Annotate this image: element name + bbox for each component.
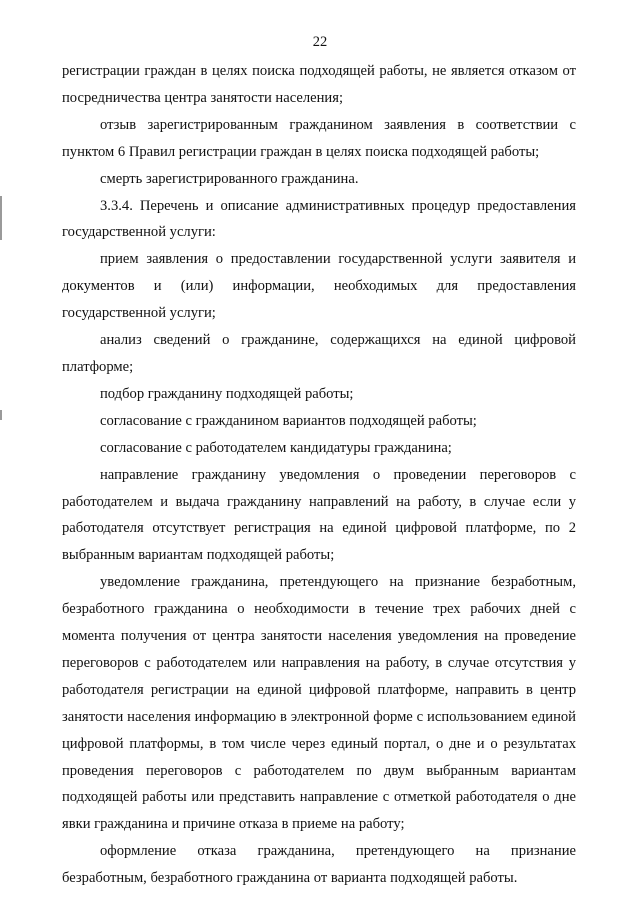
- paragraph-job-selection: подбор гражданину подходящей работы;: [100, 385, 354, 402]
- paragraph-refusal-registration: оформление отказа гражданина, претендующего на признание безработным, безработного гражданина от варианта подходящей работы.: [62, 843, 576, 887]
- scan-edge-mark-top: [0, 196, 2, 240]
- paragraph-options-agreement: согласование с гражданином вариантов подходящей работы;: [100, 412, 477, 429]
- paragraph-employer-agreement: согласование с работодателем кандидатуры гражданина;: [100, 439, 452, 456]
- page-number: 22: [312, 34, 328, 50]
- paragraph-application-intake: прием заявления о предоставлении государственной услуги заявителя и документов и (или) информации, необходимых для предоставления государственной услуги;: [62, 251, 576, 322]
- paragraph-application-withdrawal: отзыв зарегистрированным гражданином заявления в соответствии с пунктом 6 Правил регистрации граждан в целях поиска подходящей работы;: [62, 116, 576, 160]
- paragraph-three-day-notice: уведомление гражданина, претендующего на признание безработным, безработного гражданина о необходимости в течение трех рабочих дней с момента получения от центра занятости населения уведомления на проведение переговоров с работодателем или направления на работу, в случае отсутствия у работодателя регистрации на единой цифровой платформе, направить в центр занятости населения информацию в электронной форме с использованием единой цифровой платформы, в том числе через единый портал, о дне и о результатах проведения переговоров с работодателем по двум выбранным вариантам подходящей работы или представить направление с отметкой работодателя о дне явки гражданина и причине отказа в приеме на работу;: [62, 574, 576, 833]
- scan-edge-mark-bottom: [0, 410, 2, 420]
- paragraph-section-3-3-4: 3.3.4. Перечень и описание административных процедур предоставления государственной услуги:: [62, 197, 576, 241]
- document-text: [62, 58, 576, 892]
- paragraph-registration-continuation: регистрации граждан в целях поиска подходящей работы, не является отказом от посредничества центра занятости населения;: [62, 63, 576, 106]
- paragraph-data-analysis: анализ сведений о гражданине, содержащихся на единой цифровой платформе;: [62, 332, 576, 375]
- paragraph-negotiation-notice: направление гражданину уведомления о проведении переговоров с работодателем и выдача гражданину направлений на работу, в случае если у работодателя отсутствует регистрация на единой цифровой платформе, по 2 выбранным вариантам подходящей работы;: [62, 466, 576, 564]
- paragraph-citizen-death: смерть зарегистрированного гражданина.: [100, 170, 359, 187]
